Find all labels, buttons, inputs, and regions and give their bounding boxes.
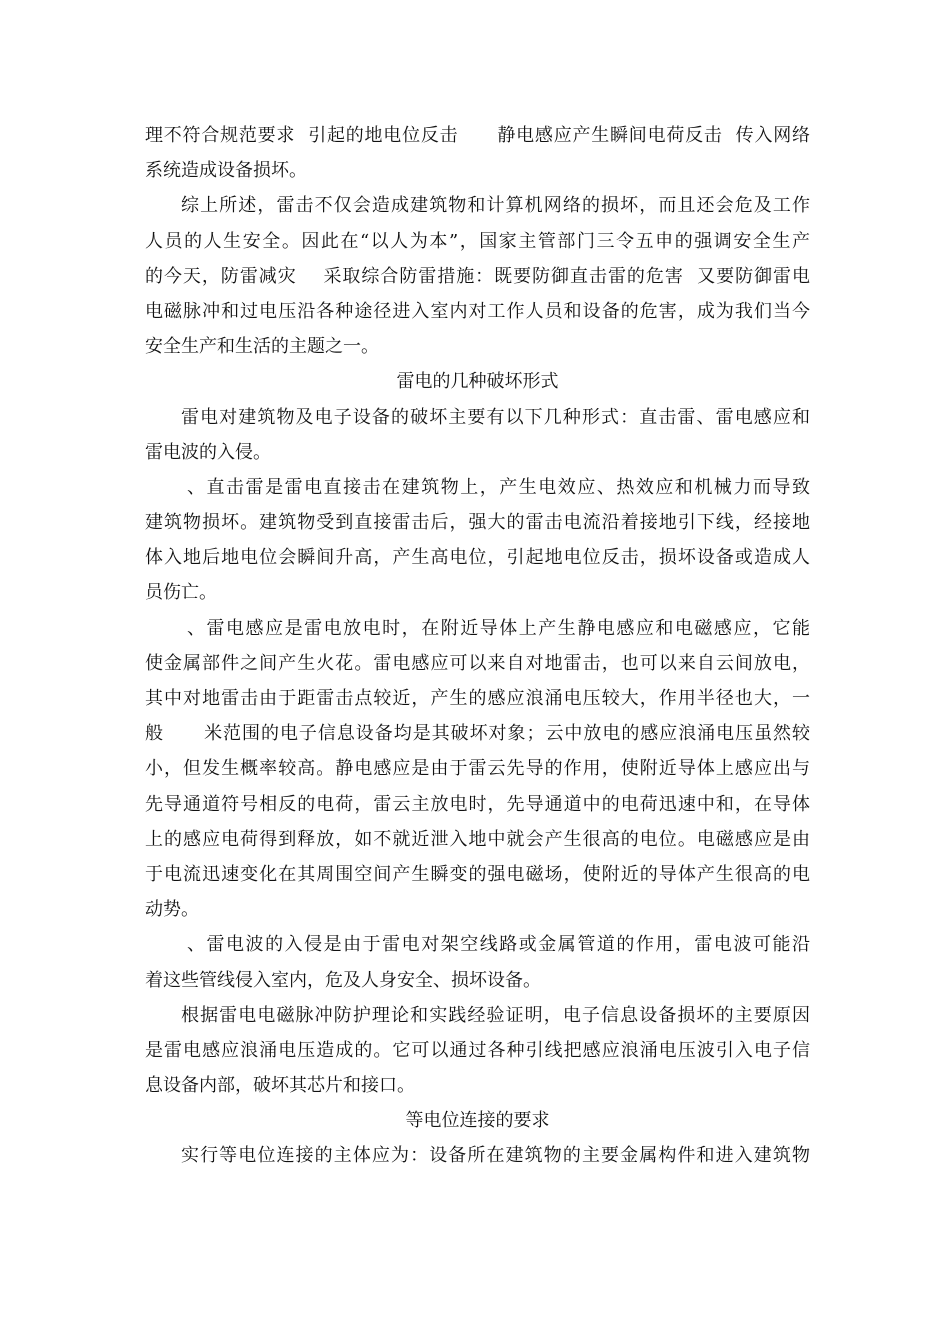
text-line: 使金属部件之间产生火花。雷电感应可以来自对地雷击，也可以来自云间放电， <box>145 652 810 674</box>
text-line: 、雷电感应是雷电放电时，在附近导体上产生静电感应和电磁感应，它能 <box>187 617 810 639</box>
text-line: 般 米范围的电子信息设备均是其破坏对象；云中放电的感应浪涌电压虽然较 <box>145 723 810 745</box>
text-line: 的今天，防雷减灾 采取综合防雷措施：既要防御直击雷的危害 又要防御雷电 <box>145 265 810 287</box>
section-heading-lightning-damage: 雷电的几种破坏形式 <box>396 371 559 393</box>
text-line: 实行等电位连接的主体应为：设备所在建筑物的主要金属构件和进入建筑物 <box>181 1145 810 1167</box>
text-line: 小，但发生概率较高。静电感应是由于雷云先导的作用，使附近导体上感应出与 <box>145 758 810 780</box>
text-line: 理不符合规范要求 引起的地电位反击 静电感应产生瞬间电荷反击 传入网络 <box>145 125 810 146</box>
section-heading-equipotential: 等电位连接的要求 <box>405 1110 550 1132</box>
text-line: 电磁脉冲和过电压沿各种途径进入室内对工作人员和设备的危害，成为我们当今 <box>145 300 810 322</box>
text-line: 人员的人生安全。因此在“以人为本”，国家主管部门三令五申的强调安全生产 <box>145 230 810 252</box>
text-line: 息设备内部，破坏其芯片和接口。 <box>145 1075 415 1097</box>
text-line: 着这些管线侵入室内，危及人身安全、损坏设备。 <box>145 969 541 991</box>
text-line: 安全生产和生活的主题之一。 <box>145 336 379 358</box>
document-page <box>145 118 810 1174</box>
text-line: 雷电对建筑物及电子设备的破坏主要有以下几种形式：直击雷、雷电感应和 <box>181 406 810 428</box>
text-line: 先导通道符号相反的电荷，雷云主放电时，先导通道中的电荷迅速中和，在导体 <box>145 793 810 815</box>
text-line: 动势。 <box>145 899 199 921</box>
text-line: 系统造成设备损坏。 <box>145 160 307 182</box>
text-line: 综上所述，雷击不仅会造成建筑物和计算机网络的损坏，而且还会危及工作 <box>181 195 810 217</box>
text-line: 于电流迅速变化在其周围空间产生瞬变的强电磁场，使附近的导体产生很高的电 <box>145 863 810 885</box>
text-line: 建筑物损坏。建筑物受到直接雷击后，强大的雷击电流沿着接地引下线，经接地 <box>145 512 810 534</box>
text-line: 体入地后地电位会瞬间升高，产生高电位，引起地电位反击，损坏设备或造成人 <box>145 547 810 569</box>
text-line: 其中对地雷击由于距雷击点较近，产生的感应浪涌电压较大，作用半径也大，一 <box>145 688 810 709</box>
text-line: 雷电波的入侵。 <box>145 441 271 463</box>
text-line: 上的感应电荷得到释放，如不就近泄入地中就会产生很高的电位。电磁感应是由 <box>145 828 810 850</box>
text-line: 员伤亡。 <box>145 582 217 604</box>
text-line: 根据雷电电磁脉冲防护理论和实践经验证明，电子信息设备损坏的主要原因 <box>181 1004 810 1026</box>
text-line: 、直击雷是雷电直接击在建筑物上，产生电效应、热效应和机械力而导致 <box>187 476 810 498</box>
text-line: 是雷电感应浪涌电压造成的。它可以通过各种引线把感应浪涌电压波引入电子信 <box>145 1039 810 1061</box>
text-line: 、雷电波的入侵是由于雷电对架空线路或金属管道的作用，雷电波可能沿 <box>187 934 810 956</box>
